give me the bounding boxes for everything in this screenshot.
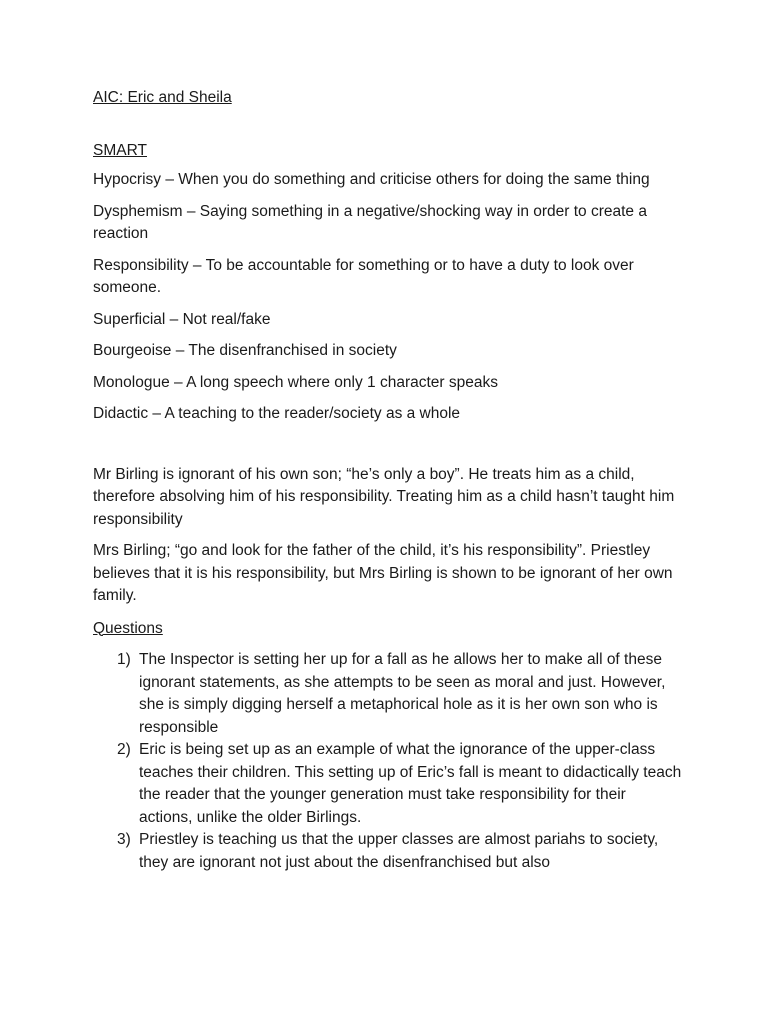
list-item-text: The Inspector is setting her up for a fall as he allows her to make all of these ignorant statements, as she attempts to be seen as moral and just. However, she is simply digging herself a metaphorical hole as it is her own son who is responsible xyxy=(139,651,666,736)
definition-monologue: Monologue – A long speech where only 1 character speaks xyxy=(93,373,498,391)
list-item-number: 2) xyxy=(117,741,131,758)
definition-superficial: Superficial – Not real/fake xyxy=(93,310,271,328)
definition-hypocrisy: Hypocrisy – When you do something and criticise others for doing the same thing xyxy=(93,171,650,188)
list-item xyxy=(93,649,683,739)
definition-didactic: Didactic – A teaching to the reader/society as a whole xyxy=(93,405,461,422)
list-item xyxy=(93,829,683,874)
answers-list xyxy=(93,649,683,874)
page-title: AIC: Eric and Sheila xyxy=(93,89,232,106)
list-item xyxy=(93,739,683,829)
smart-heading: SMART xyxy=(93,141,147,159)
list-item-number: 3) xyxy=(117,831,131,848)
paragraph-mrs-birling: Mrs Birling; “go and look for the father of the child, it’s his responsibility”. Priestley believes that it is his responsibility, but Mrs Birling is shown to be ignorant of her own family. xyxy=(93,542,673,604)
definition-dysphemism: Dysphemism – Saying something in a negative/shocking way in order to create a reaction xyxy=(93,202,647,242)
definition-responsibility: Responsibility – To be accountable for something or to have a duty to look over someone. xyxy=(93,256,634,296)
paragraph-mr-birling: Mr Birling is ignorant of his own son; “he’s only a boy”. He treats him as a child, therefore absolving him of his responsibility. Treating him as a child hasn’t taught him responsibility xyxy=(93,465,675,528)
definition-bourgeoise: Bourgeoise – The disenfranchised in society xyxy=(93,342,397,359)
document-body xyxy=(93,87,683,874)
list-item-number: 1) xyxy=(117,651,131,668)
list-item-text: Priestley is teaching us that the upper classes are almost pariahs to society, they are ignorant not just about the disenfranchised but also xyxy=(139,831,659,871)
questions-heading: Questions xyxy=(93,619,163,637)
list-item-text: Eric is being set up as an example of what the ignorance of the upper-class teaches their children. This setting up of Eric’s fall is meant to didactically teach the reader that the younger generation must take responsibility for their actions, unlike the older Birlings. xyxy=(139,741,682,826)
